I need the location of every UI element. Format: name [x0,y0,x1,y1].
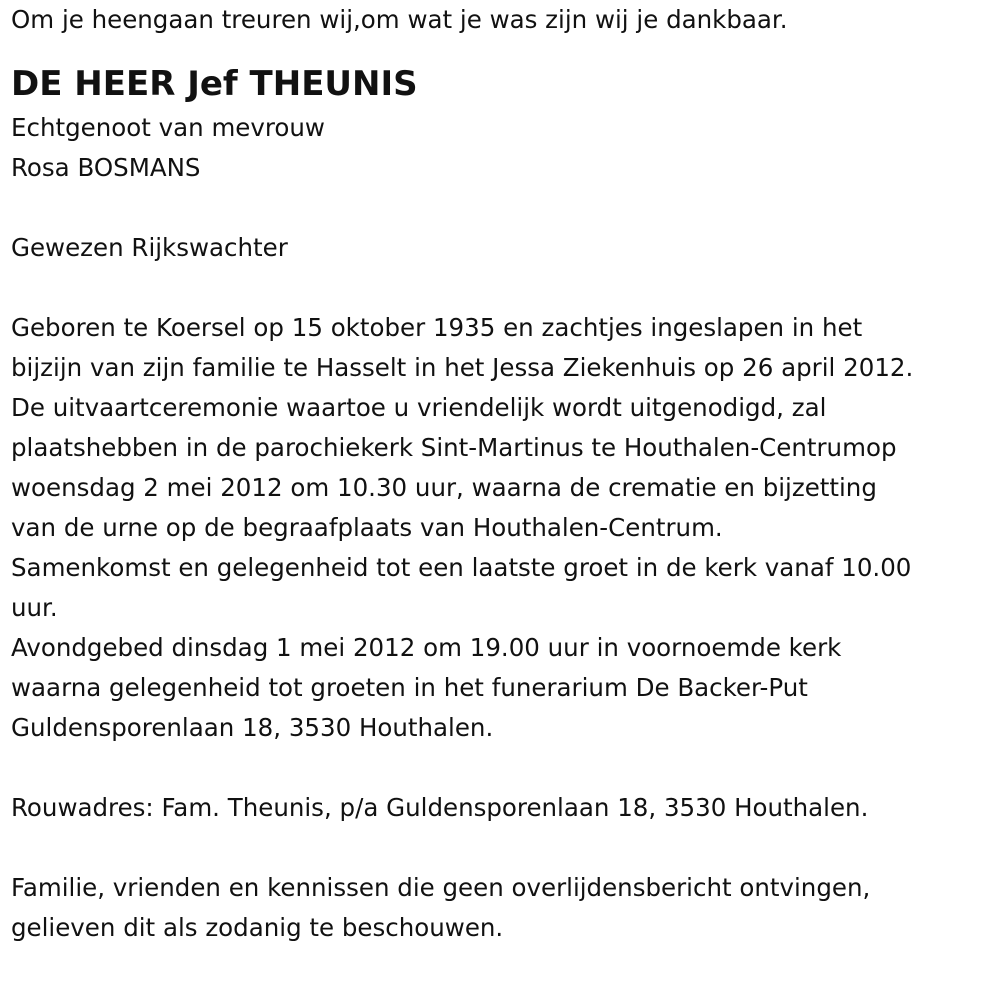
body-line: woensdag 2 mei 2012 om 10.30 uur, waarna de crematie en bijzetting [11,473,877,502]
body-paragraph [11,308,996,748]
occupation-line: Gewezen Rijkswachter [11,233,288,262]
spacer [11,748,996,788]
deceased-name-title: DE HEER Jef THEUNIS [11,64,418,104]
body-line: Samenkomst en gelegenheid tot een laatste groet in de kerk vanaf 10.00 [11,553,912,582]
body-line: bijzijn van zijn familie te Hasselt in het Jessa Ziekenhuis op 26 april 2012. [11,353,914,382]
spacer [11,268,996,308]
body-line: plaatshebben in de parochiekerk Sint-Martinus te Houthalen-Centrumop [11,433,897,462]
mourning-address-line: Rouwadres: Fam. Theunis, p/a Guldensporenlaan 18, 3530 Houthalen. [11,793,869,822]
title-block [11,40,996,108]
spouse-line: Echtgenoot van mevrouw [11,113,325,142]
body-line: Guldensporenlaan 18, 3530 Houthalen. [11,713,494,742]
body-line: waarna gelegenheid tot groeten in het funerarium De Backer-Put [11,673,808,702]
body-line: Avondgebed dinsdag 1 mei 2012 om 19.00 uur in voornoemde kerk [11,633,842,662]
closing-line: Familie, vrienden en kennissen die geen overlijdensbericht ontvingen, [11,873,871,902]
body-line: Geboren te Koersel op 15 oktober 1935 en zachtjes ingeslapen in het [11,313,863,342]
body-line: uur. [11,593,58,622]
death-notice [11,0,996,948]
body-line: van de urne op de begraafplaats van Houthalen-Centrum. [11,513,723,542]
spacer [11,188,996,228]
closing-line: gelieven dit als zodanig te beschouwen. [11,913,504,942]
body-line: De uitvaartceremonie waartoe u vriendelijk wordt uitgenodigd, zal [11,393,827,422]
spacer [11,828,996,868]
motto-line: Om je heengaan treuren wij,om wat je was zijn wij je dankbaar. [11,5,788,34]
spouse-name-line: Rosa BOSMANS [11,153,201,182]
